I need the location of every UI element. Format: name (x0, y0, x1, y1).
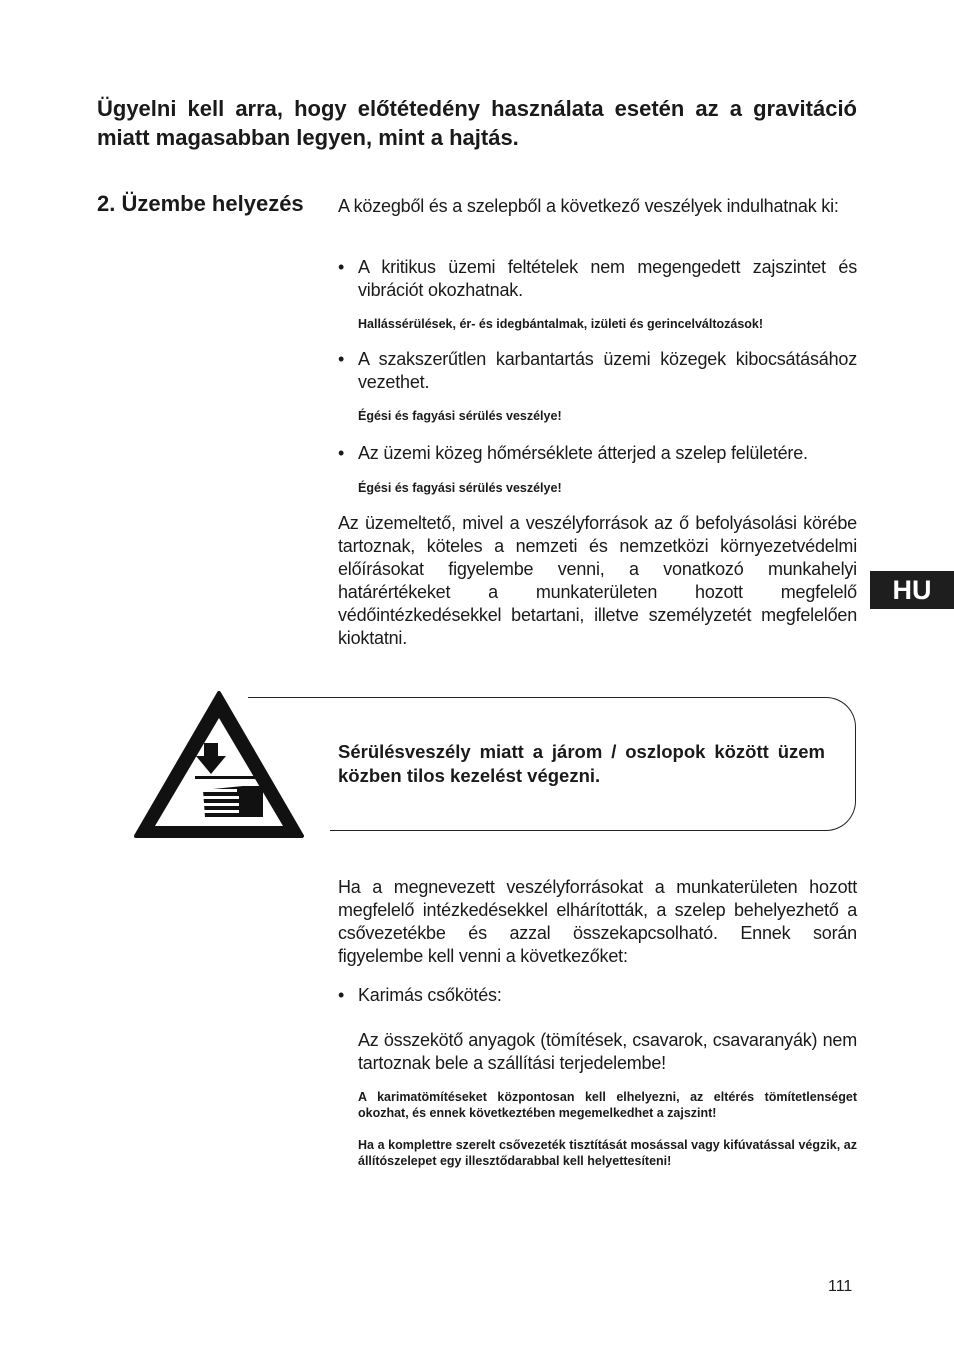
flange-detail: Az összekötő anyagok (tömítések, csavarok, csavaranyák) nem tartoznak bele a szállítási terjedelembe! (358, 1030, 857, 1073)
bullet-icon: • (338, 257, 345, 277)
flange-note-2: Ha a komplettre szerelt csővezeték tisztítását mosással vagy kifúvatással végzik, az állítószelepet egy illesztődarabbal kell helyettesíteni! (358, 1138, 857, 1168)
warning-text: Sérülésveszély miatt a járom / oszlopok között üzem közben tilos kezelést végezni. (338, 741, 825, 786)
operator-paragraph: Az üzemeltető, mivel a veszélyforrások az ő befolyásolási körébe tartoznak, köteles a nemzeti és nemzetközi környezetvédelmi előírásokat figyelembe venni, a vonatkozó munkahelyi határértékeket a munkaterületen hozott megfelelő védőintézkedésekkel betartani, illetve személyzetét megfelelően kioktatni. (338, 513, 857, 648)
hazard-item-1: A kritikus üzemi feltételek nem megengedett zajszintet és vibrációt okozhatnak. (358, 257, 857, 300)
bullet-icon: • (338, 349, 345, 369)
hand-crush-warning-icon (133, 690, 305, 840)
flange-note-1: A karimatömítéseket központosan kell elhelyezni, az eltérés tömítetlenséget okozhat, és ennek következtében megemelkedhet a zajszint! (358, 1090, 857, 1120)
flange-label: Karimás csőkötés: (358, 985, 502, 1005)
hazard-note-2: Égési és fagyási sérülés veszélye! (358, 409, 562, 423)
hazard-note-1: Hallássérülések, ér- és idegbántalmak, izületi és gerincelváltozások! (358, 317, 764, 331)
hazard-item-2: A szakszerűtlen karbantartás üzemi közegek kibocsátásához vezethet. (358, 349, 857, 392)
hazard-item-3: Az üzemi közeg hőmérséklete átterjed a szelep felületére. (358, 443, 808, 463)
language-tab: HU (870, 571, 954, 609)
section-title: 2. Üzembe helyezés (97, 191, 304, 216)
bullet-icon: • (338, 985, 345, 1005)
hazard-note-3: Égési és fagyási sérülés veszélye! (358, 481, 562, 495)
lead-paragraph: A közegből és a szelepből a következő veszélyek indulhatnak ki: (338, 196, 839, 216)
page-number: 111 (828, 1278, 853, 1295)
bullet-icon: • (338, 443, 345, 463)
intro-heading: Ügyelni kell arra, hogy előtétedény használata esetén az a gravitáció miatt magasabban legyen, mint a hajtás. (97, 96, 857, 150)
install-paragraph: Ha a megnevezett veszélyforrásokat a munkaterületen hozott megfelelő intézkedésekkel elhárították, a szelep behelyezhető a csővezetékbe és azzal összekapcsolható. Ennek során figyelembe kell venni a következőket: (338, 877, 857, 966)
